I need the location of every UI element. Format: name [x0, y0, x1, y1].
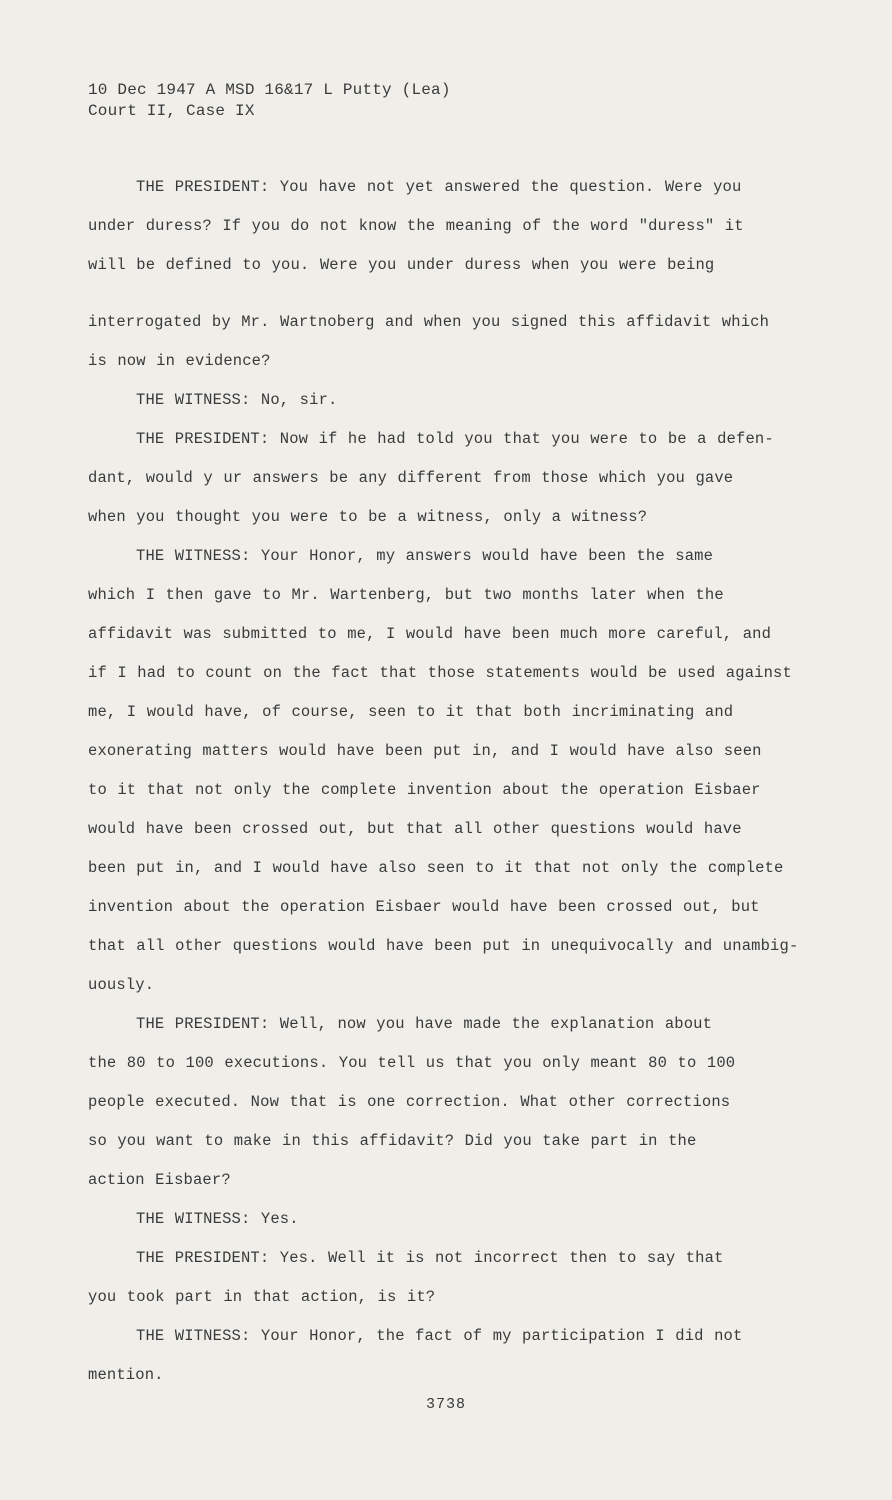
text-line: interrogated by Mr. Wartnoberg and when you signed this affidavit which	[88, 313, 770, 331]
text-line: when you thought you were to be a witness, only a witness?	[88, 508, 648, 526]
text-line: mention.	[88, 1366, 164, 1384]
paragraph-president-question	[88, 168, 808, 285]
paragraph-president-defendant	[88, 420, 808, 537]
paragraph-continuation	[88, 303, 808, 381]
text-line: been put in, and I would have also seen to it that not only the complete	[88, 859, 784, 877]
paragraph-witness-yes	[88, 1200, 808, 1239]
text-line: me, I would have, of course, seen to it that both incriminating and	[88, 703, 734, 721]
header-date-line: 10 Dec 1947 A MSD 16&17 L Putty (Lea)	[88, 81, 451, 99]
text-line: action Eisbaer?	[88, 1171, 231, 1189]
text-line: if I had to count on the fact that those statements would be used against	[88, 664, 792, 682]
text-line: THE WITNESS: Your Honor, my answers would have been the same	[136, 547, 714, 565]
page-number: 3738	[425, 1396, 466, 1413]
text-line: THE WITNESS: Yes.	[136, 1210, 299, 1228]
text-line: will be defined to you. Were you under duress when you were being	[88, 256, 715, 274]
text-line: to it that not only the complete invention about the operation Eisbaer	[88, 781, 761, 799]
text-line: affidavit was submitted to me, I would have been much more careful, and	[88, 625, 772, 643]
paragraph-witness-answer	[88, 381, 808, 420]
paragraph-president-executions	[88, 1005, 808, 1200]
paragraph-witness-explanation	[88, 537, 808, 1005]
text-line: that all other questions would have been put in unequivocally and unambig-	[88, 937, 799, 955]
text-line: you took part in that action, is it?	[88, 1288, 436, 1306]
document-header	[88, 80, 451, 122]
text-line: the 80 to 100 executions. You tell us that you only meant 80 to 100	[88, 1054, 736, 1072]
text-line: would have been crossed out, but that all other questions would have	[88, 820, 742, 838]
paragraph-witness-participation	[88, 1317, 808, 1395]
text-line: is now in evidence?	[88, 352, 271, 370]
transcript-body	[88, 168, 808, 1395]
text-line: which I then gave to Mr. Wartenberg, but two months later when the	[88, 586, 724, 604]
text-line: people executed. Now that is one correction. What other corrections	[88, 1093, 731, 1111]
text-line: THE PRESIDENT: Yes. Well it is not incorrect then to say that	[136, 1249, 724, 1267]
text-line: exonerating matters would have been put in, and I would have also seen	[88, 742, 762, 760]
text-line: THE WITNESS: No, sir.	[136, 391, 338, 409]
text-line: dant, would y ur answers be any different from those which you gave	[88, 469, 734, 487]
paragraph-president-action	[88, 1239, 808, 1317]
text-line: uously.	[88, 976, 155, 994]
text-line: under duress? If you do not know the meaning of the word "duress" it	[88, 217, 744, 235]
text-line: invention about the operation Eisbaer would have been crossed out, but	[88, 898, 760, 916]
text-line: THE WITNESS: Your Honor, the fact of my participation I did not	[136, 1327, 743, 1345]
text-line: THE PRESIDENT: You have not yet answered the question. Were you	[136, 178, 742, 196]
text-line: THE PRESIDENT: Well, now you have made the explanation about	[136, 1015, 713, 1033]
text-line: so you want to make in this affidavit? Did you take part in the	[88, 1132, 697, 1150]
text-line: THE PRESIDENT: Now if he had told you that you were to be a defen-	[136, 430, 774, 448]
header-court-line: Court II, Case IX	[88, 102, 255, 120]
